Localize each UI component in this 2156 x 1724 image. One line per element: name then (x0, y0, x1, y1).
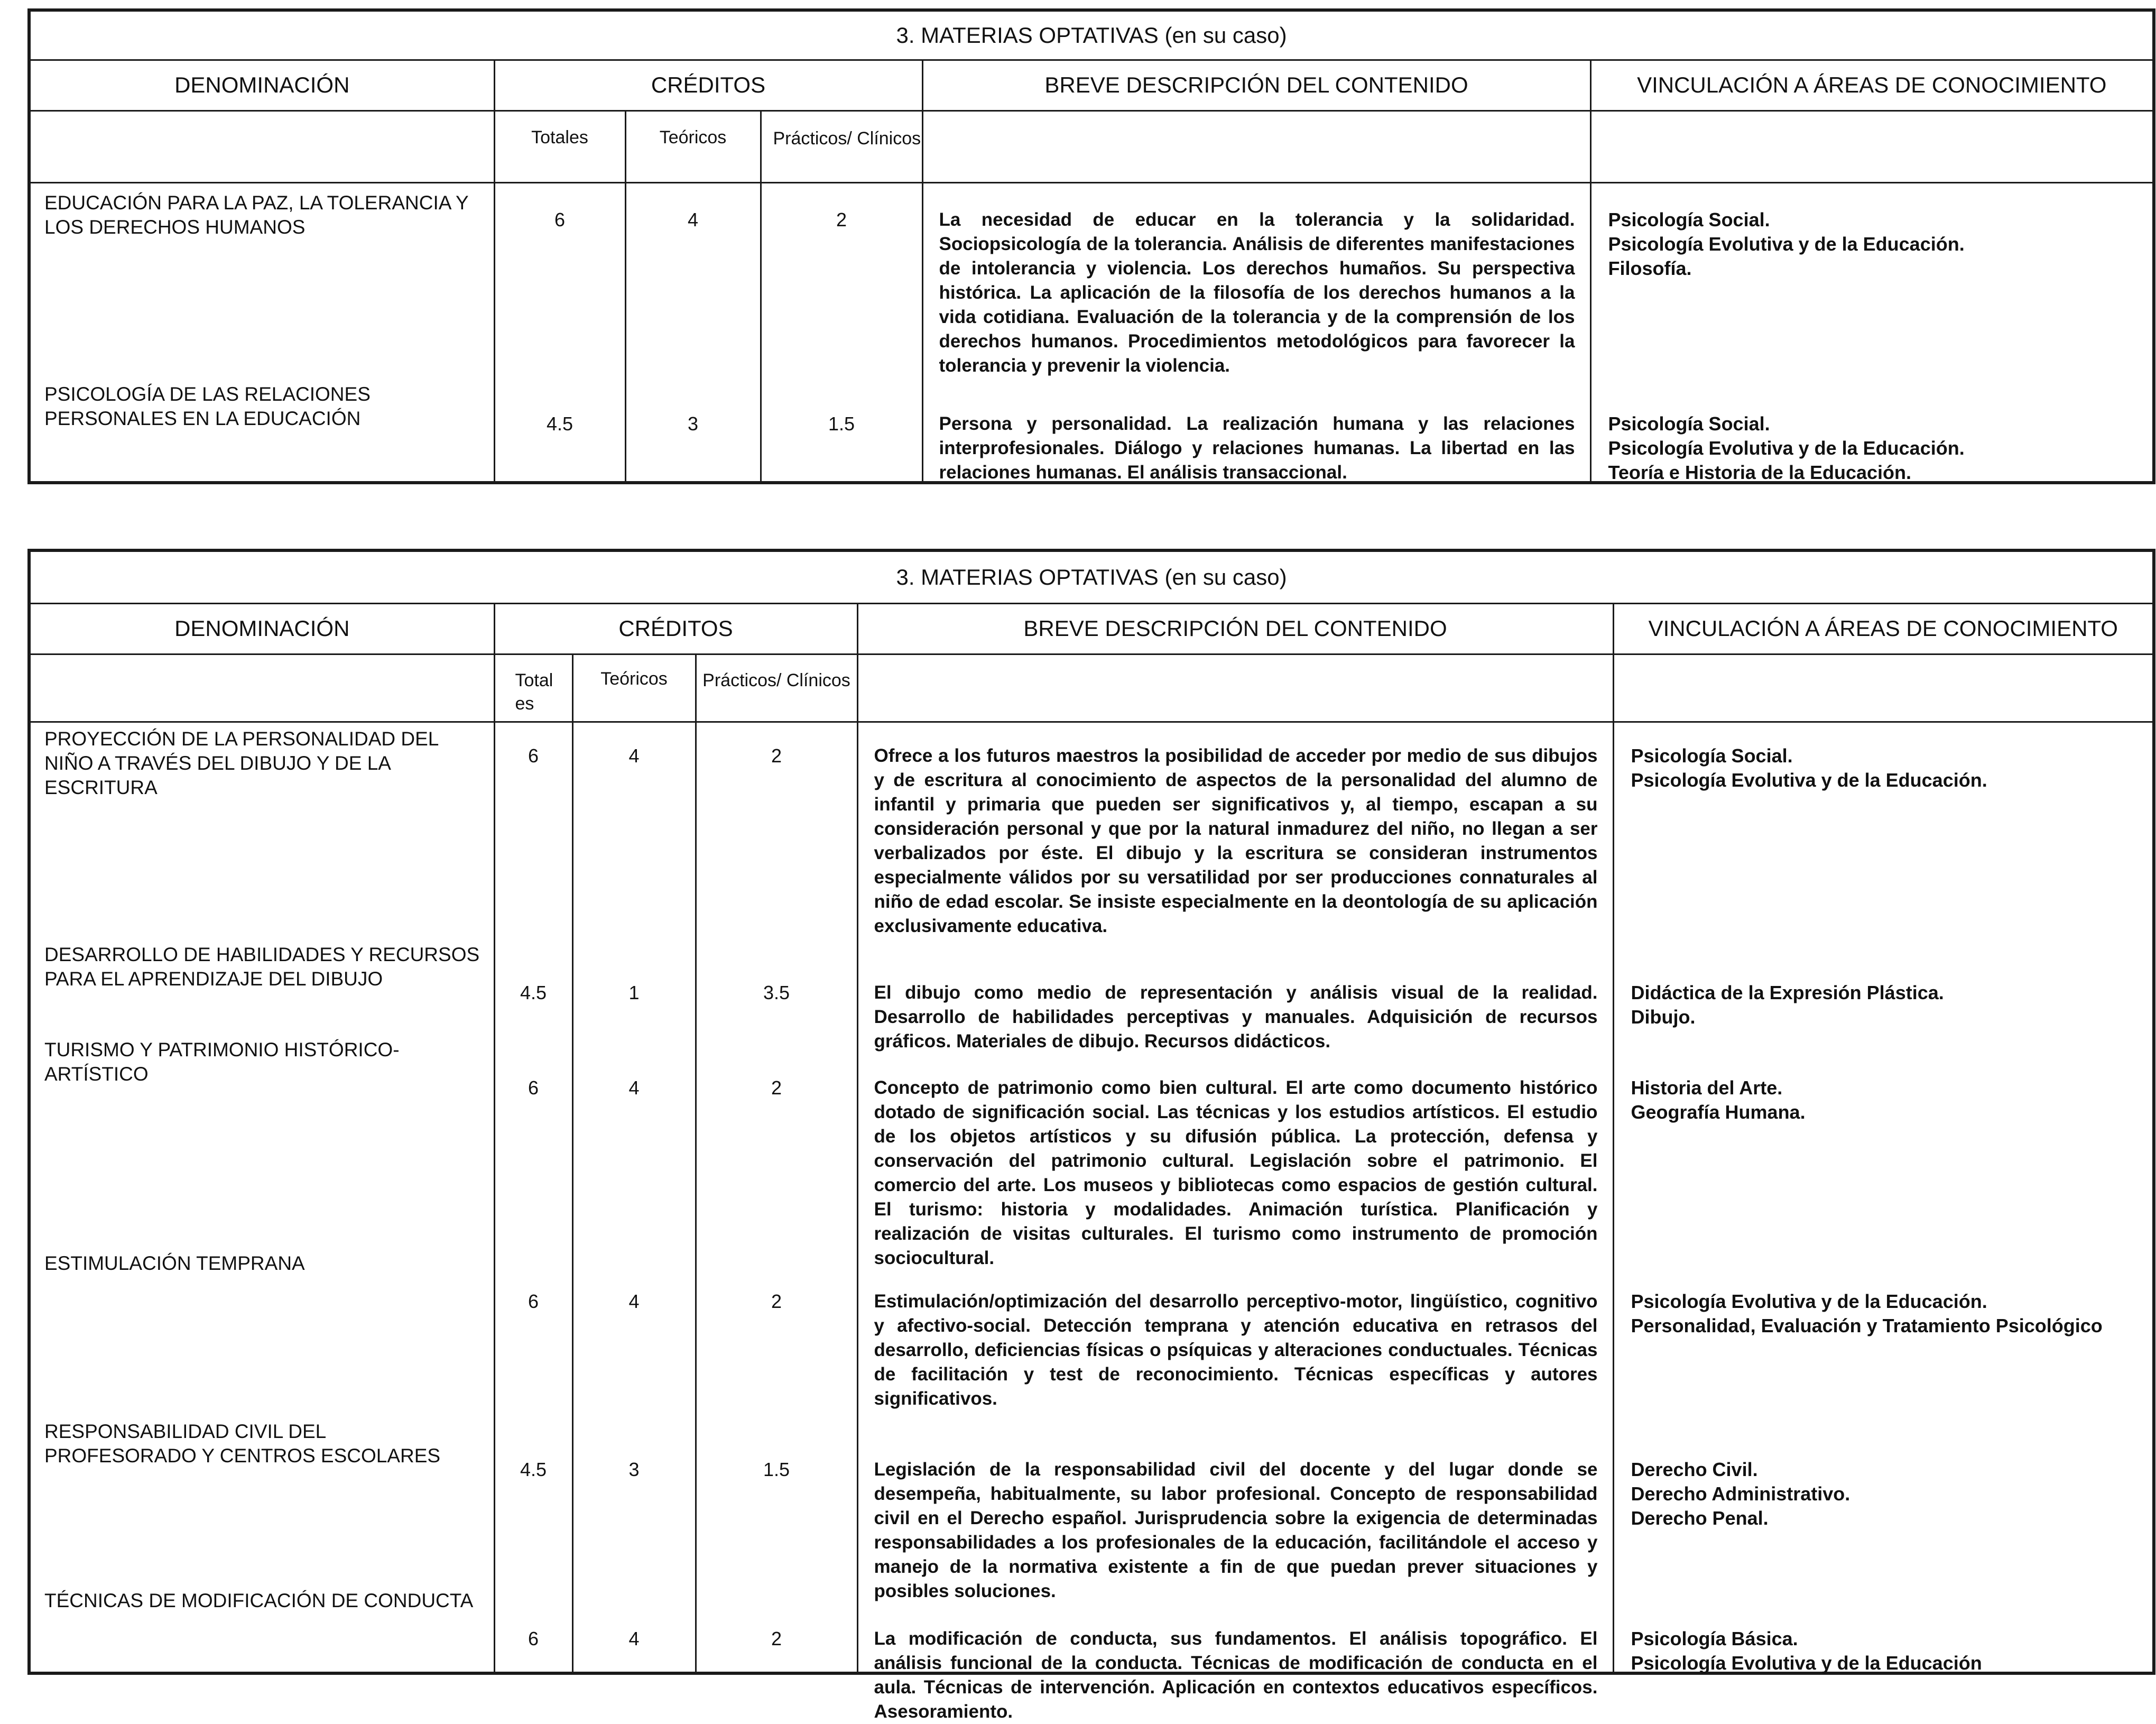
credits-teoricos: 3 (628, 1458, 640, 1480)
header-denominacion: DENOMINACIÓN (29, 60, 494, 110)
credits-teoricos: 4 (628, 1290, 640, 1312)
area-item: Psicología Evolutiva y de la Educación (1631, 1652, 1982, 1674)
credits-totales: 4.5 (546, 412, 573, 435)
area-item: Personalidad, Evaluación y Tratamiento Psicológico (1631, 1314, 2103, 1336)
descripcion-column (922, 182, 1590, 483)
optativas-table-1 (27, 8, 2155, 484)
table-title: 3. MATERIAS OPTATIVAS (en su caso) (29, 550, 2154, 603)
area-item: Historia del Arte. (1631, 1076, 1783, 1099)
practicos-column (696, 722, 857, 1673)
credits-totales: 6 (554, 208, 566, 231)
course-description: El dibujo como medio de representación y análisis visual de la realidad. Desarrollo de habilidades perceptivas y manuales. Adquisición de recursos gráficos. Materiales de dibujo. Recursos didácticos. (874, 982, 1598, 1052)
credits-teoricos: 1 (628, 981, 640, 1003)
area-item: Didáctica de la Expresión Plástica. (1631, 981, 1944, 1003)
knowledge-areas (1614, 720, 2153, 792)
credits-totales: 6 (528, 744, 539, 767)
area-item: Derecho Penal. (1631, 1507, 1769, 1529)
course-name: EDUCACIÓN PARA LA PAZ, LA TOLERANCIA Y LOS DERECHOS HUMANOS (44, 191, 468, 238)
credits-practicos: 2 (771, 1076, 782, 1099)
credits-practicos: 1.5 (828, 412, 855, 435)
area-item: Psicología Evolutiva y de la Educación. (1608, 233, 1965, 255)
area-item: Teoría e Historia de la Educación. (1608, 461, 1912, 483)
subheader-practicos: Prácticos/ Clínicos (696, 654, 857, 722)
area-item: Psicología Social. (1608, 208, 1770, 231)
credits-teoricos: 4 (628, 744, 640, 767)
course-name: PROYECCIÓN DE LA PERSONALIDAD DEL NIÑO A TRAVÉS DEL DIBUJO Y DE LA ESCRITURA (44, 727, 439, 798)
area-item: Psicología Básica. (1631, 1627, 1798, 1649)
table-title: 3. MATERIAS OPTATIVAS (en su caso) (29, 10, 2154, 60)
knowledge-areas (1614, 1433, 2153, 1531)
credits-practicos: 2 (771, 1627, 782, 1649)
credits-totales: 6 (528, 1290, 539, 1312)
subheader-empty (1590, 110, 2154, 182)
teoricos-column (572, 722, 696, 1673)
credits-practicos: 2 (771, 744, 782, 767)
area-item: Psicología Evolutiva y de la Educación. (1631, 769, 1987, 791)
course-description: Estimulación/optimización del desarrollo perceptivo-motor, lingüístico, cognitivo y afectivo-social. Detección temprana y atención educativa en retrasos del desarrollo, deficiencias físicas o psíquicas y alteraciones conductuales. Técnicas de facilitación y test de reconocimiento. Técnicas específicas y autores significativos. (874, 1290, 1598, 1409)
subheader-empty (29, 654, 494, 722)
credits-teoricos: 4 (687, 208, 699, 231)
course-name: TÉCNICAS DE MODIFICACIÓN DE CONDUCTA (44, 1589, 474, 1611)
knowledge-areas (1614, 1602, 2153, 1675)
credits-teoricos: 4 (628, 1627, 640, 1649)
course-description: La necesidad de educar en la tolerancia y la solidaridad. Sociopsicología de la tolerancia. Análisis de diferentes manifestaciones de intolerancia y violencia. Los derechos humaños. Su perspectiva histórica. La aplicación de la filosofía de los derechos humanos a la vida cotidiana. Evaluación de la tolerancia y de la comprensión de los derechos humanos. Procedimientos metodológicos para favorecer la tolerancia y prevenir la violencia. (939, 209, 1575, 376)
header-descripcion: BREVE DESCRIPCIÓN DEL CONTENIDO (922, 60, 1590, 110)
subheader-empty (29, 110, 494, 182)
vinculacion-column (1613, 722, 2154, 1673)
subheader-empty (922, 110, 1590, 182)
area-item: Derecho Administrativo. (1631, 1482, 1850, 1505)
header-descripcion: BREVE DESCRIPCIÓN DEL CONTENIDO (857, 603, 1613, 654)
course-name: TURISMO Y PATRIMONIO HISTÓRICO-ARTÍSTICO (44, 1038, 400, 1085)
course-name: PSICOLOGÍA DE LAS RELACIONES PERSONALES EN LA EDUCACIÓN (44, 383, 371, 429)
subheader-teoricos: Teóricos (572, 654, 696, 722)
area-item: Psicología Evolutiva y de la Educación. (1631, 1290, 1987, 1312)
subheader-teoricos: Teóricos (625, 110, 761, 182)
credits-teoricos: 3 (687, 412, 699, 435)
knowledge-areas (1591, 183, 2153, 281)
header-vinculacion: VINCULACIÓN A ÁREAS DE CONOCIMIENTO (1590, 60, 2154, 110)
knowledge-areas (1614, 956, 2153, 1029)
subheader-totales: Total es (494, 654, 572, 722)
teoricos-column (625, 182, 761, 483)
credits-practicos: 1.5 (763, 1458, 790, 1480)
course-description: Legislación de la responsabilidad civil del docente y del lugar donde se desempeña, habitualmente, su labor profesional. Concepto de responsabilidad civil en el Derecho español. Jurisprudencia sobre la exigencia de determinadas responsabilidades a los profesionales de la educación, facilitándole el acceso y manejo de la normativa existente a fin de que puedan prever situaciones y posibles soluciones. (874, 1459, 1598, 1601)
course-name: RESPONSABILIDAD CIVIL DEL PROFESORADO Y CENTROS ESCOLARES (44, 1420, 441, 1467)
course-description: Concepto de patrimonio como bien cultural. El arte como documento histórico dotado de significación social. Las técnicas y los estudios artísticos. El estudio de los objetos artísticos y su difusión pública. La protección, defensa y conservación del patrimonio cultural. Legislación sobre el patrimonio. El comercio del arte. Los museos y bibliotecas como espacios de gestión cultural. El turismo: historia y modalidades. Animación turística. Planificación y realización de visitas culturales. El turismo como instrumento de promoción sociocultural. (874, 1077, 1598, 1268)
header-denominacion: DENOMINACIÓN (29, 603, 494, 654)
course-description: Persona y personalidad. La realización humana y las relaciones interprofesionales. Diálogo y relaciones humanas. La libertad en las relaciones humanas. El análisis transaccional. (939, 413, 1575, 483)
area-item: Psicología Social. (1608, 412, 1770, 435)
credits-practicos: 3.5 (763, 981, 790, 1003)
area-item: Filosofía. (1608, 257, 1692, 279)
credits-practicos: 2 (771, 1290, 782, 1312)
course-name: ESTIMULACIÓN TEMPRANA (44, 1252, 305, 1274)
credits-practicos: 2 (836, 208, 847, 231)
credits-teoricos: 4 (628, 1076, 640, 1099)
subheader-totales: Totales (494, 110, 625, 182)
totales-column (494, 722, 572, 1673)
header-vinculacion: VINCULACIÓN A ÁREAS DE CONOCIMIENTO (1613, 603, 2154, 654)
subheader-empty (857, 654, 1613, 722)
totales-column (494, 182, 625, 483)
denominacion-column (29, 722, 494, 1673)
subheader-practicos: Prácticos/ Clínicos (761, 110, 922, 182)
optativas-table-2 (27, 549, 2155, 1722)
knowledge-areas (1591, 388, 2153, 485)
knowledge-areas (1614, 1265, 2153, 1338)
credits-totales: 6 (528, 1627, 539, 1649)
credits-totales: 4.5 (520, 981, 547, 1003)
knowledge-areas (1614, 1052, 2153, 1124)
vinculacion-column (1590, 182, 2154, 483)
area-item: Derecho Civil. (1631, 1458, 1758, 1480)
descripcion-column (857, 722, 1613, 1722)
course-description: Ofrece a los futuros maestros la posibilidad de acceder por medio de sus dibujos y de escritura al conocimiento de aspectos de la personalidad del alumno de infantil y primaria que pueden ser significativos y, al tiempo, escapan a su consideración personal y que por la natural inmadurez del niño, no llegan a ser verbalizados por éste. El dibujo y la escritura se consideran instrumentos especialmente válidos por su versatilidad por ser producciones connaturales al niño de edad escolar. Se insiste especialmente en la deontología de su aplicación exclusivamente educativa. (874, 745, 1598, 936)
subheader-empty (1613, 654, 2154, 722)
area-item: Geografía Humana. (1631, 1101, 1806, 1123)
practicos-column (761, 182, 922, 483)
area-item: Psicología Evolutiva y de la Educación. (1608, 437, 1965, 459)
area-item: Psicología Social. (1631, 744, 1793, 767)
course-name: DESARROLLO DE HABILIDADES Y RECURSOS PARA EL APRENDIZAJE DEL DIBUJO (44, 943, 480, 990)
denominacion-column (29, 182, 494, 483)
area-item: Dibujo. (1631, 1006, 1696, 1028)
header-creditos: CRÉDITOS (494, 603, 857, 654)
course-description: La modificación de conducta, sus fundamentos. El análisis topográfico. El análisis funcional de la conducta. Técnicas de modificación de conducta en el aula. Técnicas de intervención. Aplicación en contextos educativos específicos. Asesoramiento. (874, 1628, 1598, 1722)
credits-totales: 6 (528, 1076, 539, 1099)
header-creditos: CRÉDITOS (494, 60, 922, 110)
credits-totales: 4.5 (520, 1458, 547, 1480)
